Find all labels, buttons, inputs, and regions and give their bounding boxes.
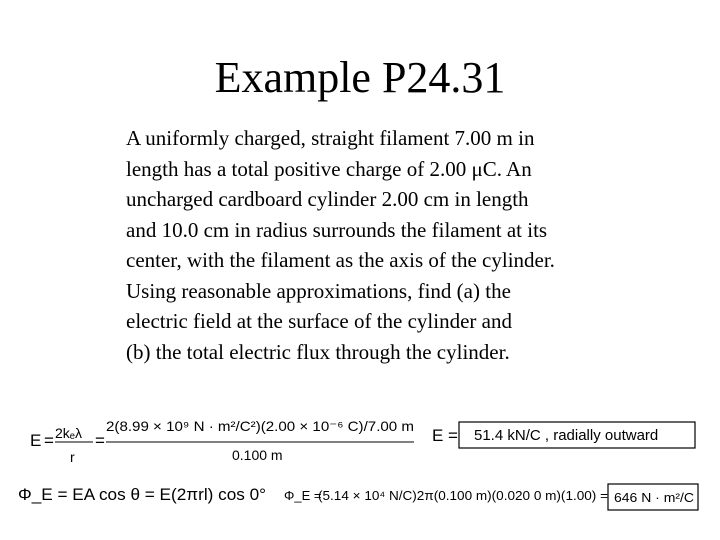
e-result: 51.4 kN/C , radially outward [474, 427, 659, 444]
problem-line: center, with the filament as the axis of the cylinder. [126, 248, 555, 272]
e-numerator: 2kₑλ [55, 425, 82, 441]
problem-line: Using reasonable approximations, find (a) the [126, 278, 511, 303]
slide-title: Example P24.31 [214, 53, 506, 102]
problem-line: length has a total positive charge of 2.00 μC. An [126, 156, 532, 181]
e-equals: = [44, 431, 54, 450]
problem-line: (b) the total electric flux through the cylinder. [126, 339, 510, 364]
e-denominator: r [70, 449, 75, 465]
problem-line: and 10.0 cm in radius surrounds the filament at its [126, 217, 548, 242]
equation-flux-numeric [284, 488, 608, 503]
equation-flux-general [18, 485, 266, 504]
e-numeric-numerator: 2(8.99 × 10⁹ N · m²/C²)(2.00 × 10⁻⁶ C)/7.00 m [106, 418, 414, 434]
equation-e-numeric [106, 418, 414, 463]
problem-line: electric field at the surface of the cylinder and [126, 309, 512, 333]
equation-e-symbolic [30, 425, 105, 465]
svg-text:=: = [95, 431, 105, 450]
e-numeric-denominator: 0.100 m [232, 447, 283, 463]
svg-text:E =: E = [432, 426, 458, 445]
flux-result: 646 N · m²/C [614, 490, 694, 505]
problem-line: uncharged cardboard cylinder 2.00 cm in length [126, 187, 529, 211]
flux-lhs: Φ_E = [284, 488, 322, 503]
problem-line: A uniformly charged, straight filament 7.00 m in [126, 126, 535, 150]
flux-numeric: (5.14 × 10⁴ N/C)2π(0.100 m)(0.020 0 m)(1.00) = [318, 488, 608, 503]
equation-e-result [432, 422, 695, 448]
e-lhs: E [30, 431, 42, 450]
flux-general: Φ_E = EA cos θ = E(2πrl) cos 0° [18, 485, 266, 504]
equation-flux-result [608, 484, 698, 510]
